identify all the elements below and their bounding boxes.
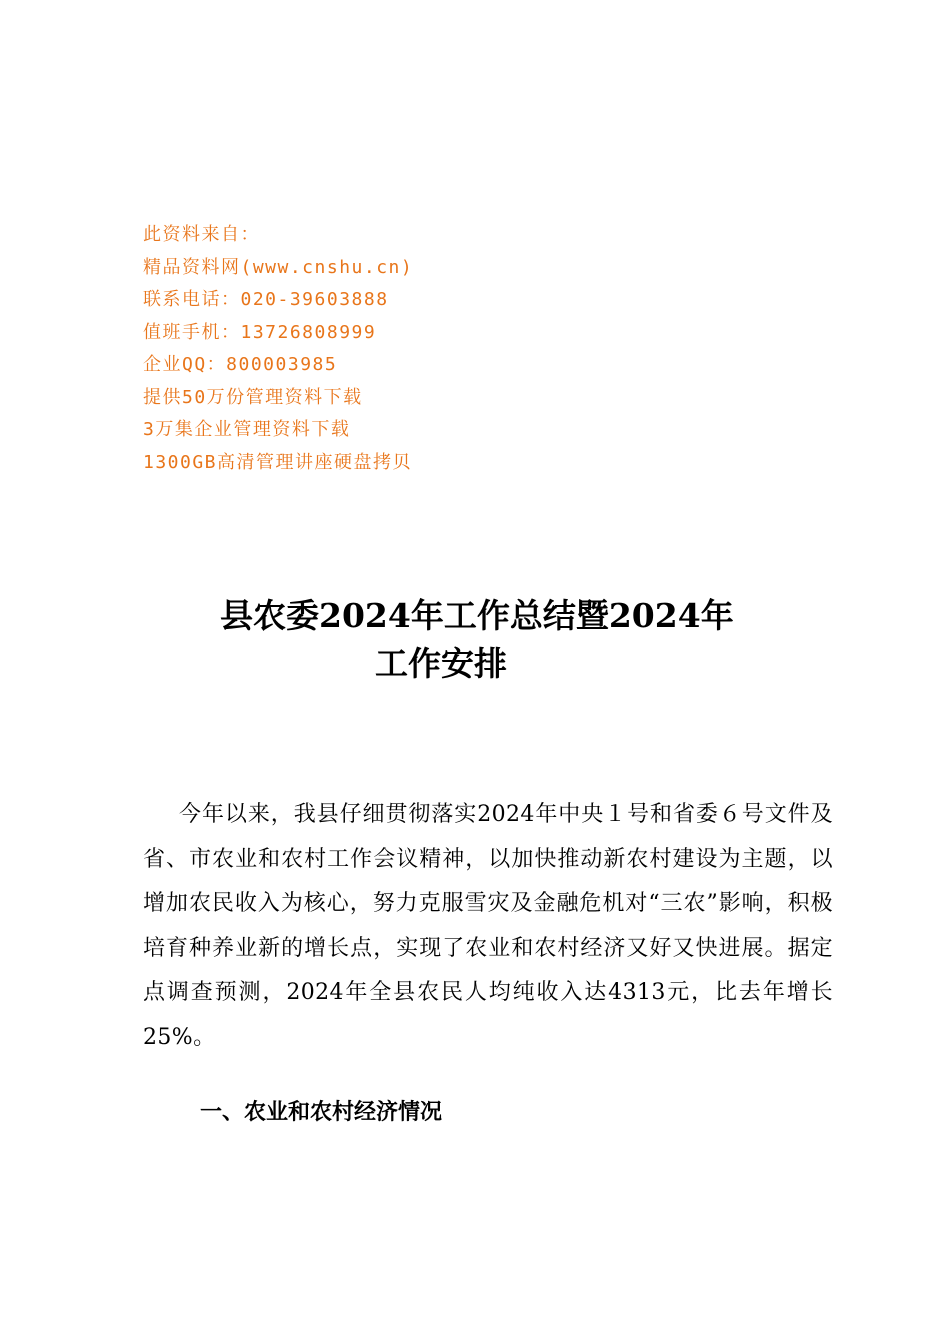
source-line-website: 精品资料网(www.cnshu.cn) [143, 256, 414, 278]
source-line-mobile: 值班手机：13726808999 [143, 321, 377, 343]
source-line-offer-1: 提供50万份管理资料下载 [143, 386, 363, 408]
document-title [140, 592, 860, 688]
document-title-line-2: 工作安排 [375, 644, 507, 683]
source-line-offer-3: 1300GB高清管理讲座硬盘拷贝 [143, 451, 413, 473]
source-line-offer-2: 3万集企业管理资料下载 [143, 419, 351, 440]
section-heading-1: 一、农业和农村经济情况 [200, 1099, 443, 1125]
source-info-block [143, 219, 563, 479]
intro-paragraph: 今年以来，我县仔细贯彻落实2024年中央１号和省委６号文件及省、市农业和农村工作会议精神，以加快推动新农村建设为主题，以增加农民收入为核心，努力克服雪灾及金融危机对“三农”影响，积极培育种养业新的增长点，实现了农业和农村经济又好又快进展。据定点调查预测，2024年全县农民人均纯收入达4313元，比去年增长25%。 [143, 802, 833, 1050]
source-line-qq: 企业QQ：800003985 [143, 354, 338, 375]
source-line-phone: 联系电话：020-39603888 [143, 289, 389, 310]
source-line-origin: 此资料来自： [143, 224, 260, 245]
document-title-line-1: 县农委2024年工作总结暨2024年 [220, 596, 734, 635]
